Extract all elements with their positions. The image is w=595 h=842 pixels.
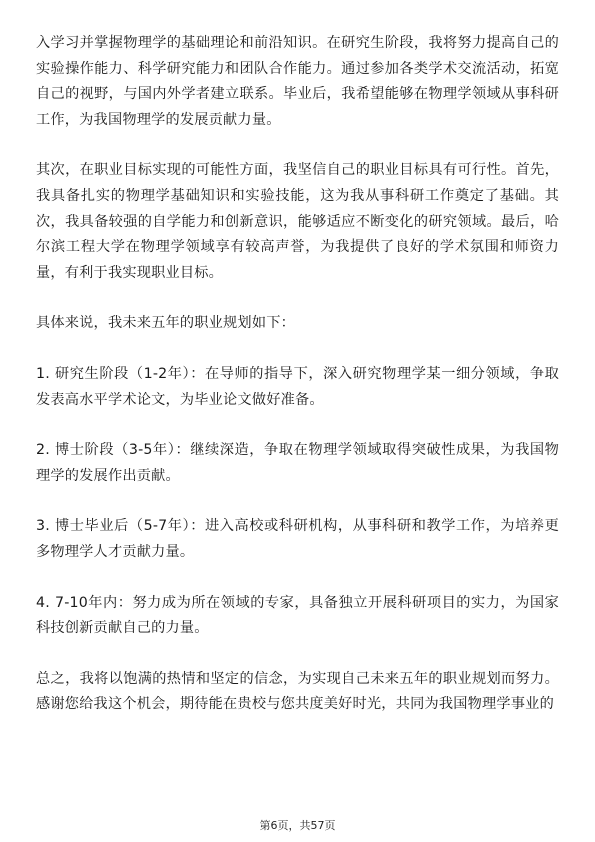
- page-number-footer: 第6页，共57页: [259, 819, 336, 832]
- paragraph-conclusion: 总之，我将以饱满的热情和坚定的信念，为实现自己未来五年的职业规划而努力。感谢您给我这个机会，期待能在贵校与您共度美好时光，共同为我国物理学事业的: [36, 670, 559, 713]
- list-item-post-doctoral: 3. 博士毕业后（5-7年）：进入高校或科研机构，从事科研和教学工作，为培养更多物理学人才贡献力量。: [36, 518, 559, 560]
- list-item-doctoral-stage: 2. 博士阶段（3-5年）：继续深造，争取在物理学领域取得突破性成果，为我国物理学的发展作出贡献。: [36, 442, 559, 484]
- paragraph-feasibility: 其次，在职业目标实现的可能性方面，我坚信自己的职业目标具有可行性。首先，我具备扎实的物理学基础知识和实验技能，这为我从事科研工作奠定了基础。其次，我具备较强的自学能力和创新意识，能够适应不断变化的研究领域。最后，哈尔滨工程大学在物理学领域享有较高声誉，为我提供了良好的学术氛围和师资力量，有利于我实现职业目标。: [36, 162, 559, 281]
- paragraph-plan-intro: 具体来说，我未来五年的职业规划如下：: [36, 315, 295, 332]
- paragraph-study-plan: 入学习并掌握物理学的基础理论和前沿知识。在研究生阶段，我将努力提高自己的实验操作能力、科学研究能力和团队合作能力。通过参加各类学术交流活动，拓宽自己的视野，与国内外学者建立联系。毕业后，我希望能够在物理学领域从事科研工作，为我国物理学的发展贡献力量。: [36, 35, 559, 128]
- list-item-long-term: 4. 7-10年内：努力成为所在领域的专家，具备独立开展科研项目的实力，为国家科技创新贡献自己的力量。: [36, 594, 559, 637]
- list-item-graduate-stage: 1. 研究生阶段（1-2年）：在导师的指导下，深入研究物理学某一细分领域，争取发表高水平学术论文，为毕业论文做好准备。: [36, 365, 559, 408]
